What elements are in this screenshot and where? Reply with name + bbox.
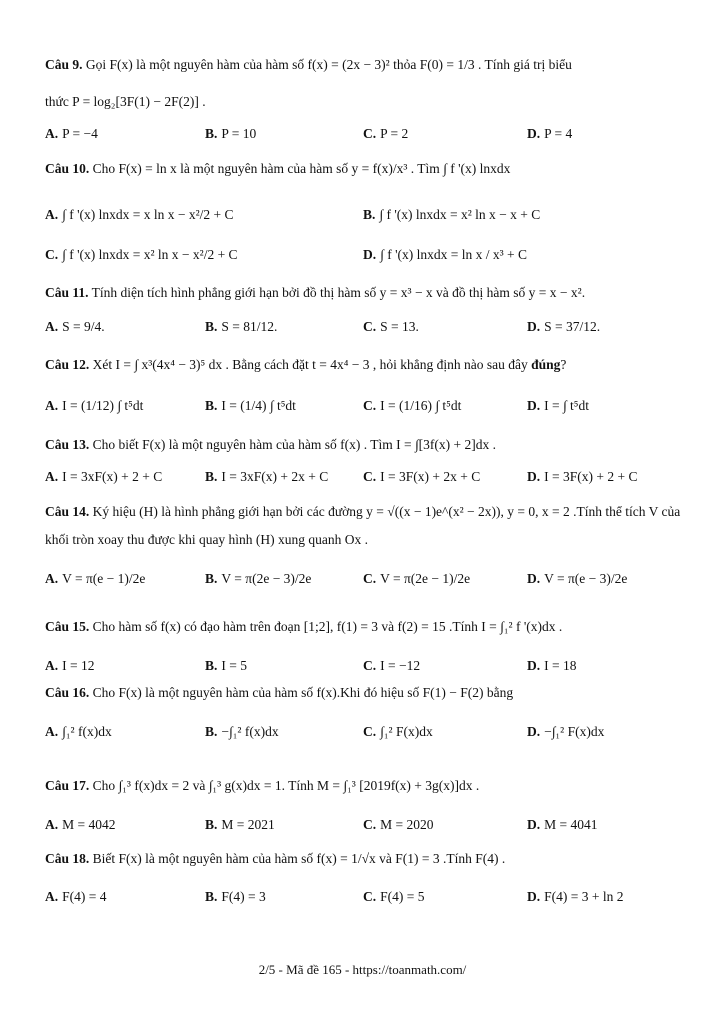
option-a[interactable]: A. I = 12 bbox=[45, 658, 95, 673]
emphasis-text: đúng bbox=[531, 357, 561, 372]
question-text: Cho F(x) = ln x là một nguyên hàm của hàm số y = f(x)/x³ . Tìm ∫ f '(x) lnxdx bbox=[92, 161, 511, 176]
question-label: Câu 12. bbox=[45, 357, 90, 372]
question-15-options bbox=[45, 657, 695, 677]
question-13-options bbox=[45, 468, 695, 488]
question-label: Câu 17. bbox=[45, 778, 90, 793]
question-9-stem bbox=[45, 56, 695, 74]
option-a[interactable]: A. F(4) = 4 bbox=[45, 889, 107, 904]
question-12-options bbox=[45, 397, 695, 417]
option-b[interactable]: B. ∫ f '(x) lnxdx = x² ln x − x + C bbox=[363, 207, 541, 222]
option-c[interactable]: C. S = 13. bbox=[363, 319, 419, 334]
question-text: Ký hiệu (H) là hình phẳng giới hạn bởi các đường y = √((x − 1)e^(x² − 2x)), y = 0, x = 2 .Tính thể tích V của bbox=[92, 504, 681, 519]
question-13-stem bbox=[45, 436, 695, 454]
question-text: Cho hàm số f(x) có đạo hàm trên đoạn [1;2], f(1) = 3 và f(2) = 15 .Tính I = ∫₁² f '(x)dx . bbox=[92, 619, 563, 634]
option-a[interactable]: A. ∫₁² f(x)dx bbox=[45, 724, 112, 739]
option-b[interactable]: B. F(4) = 3 bbox=[205, 889, 266, 904]
option-a[interactable]: A. V = π(e − 1)/2e bbox=[45, 571, 146, 586]
option-a[interactable]: A. P = −4 bbox=[45, 126, 98, 141]
question-12-stem: Câu 12. Xét I = ∫ x³(4x⁴ − 3)⁵ dx . Bằng cách đặt t = 4x⁴ − 3 , hỏi khẳng định nào sau đây đúng? bbox=[45, 357, 567, 372]
option-b[interactable]: B. I = (1/4) ∫ t⁵dt bbox=[205, 398, 296, 413]
option-a[interactable]: A. I = (1/12) ∫ t⁵dt bbox=[45, 398, 144, 413]
question-16-options bbox=[45, 723, 695, 743]
question-17-options bbox=[45, 816, 695, 836]
option-b[interactable]: B. M = 2021 bbox=[205, 817, 275, 832]
option-d[interactable]: D. I = ∫ t⁵dt bbox=[527, 398, 590, 413]
option-d[interactable]: D. F(4) = 3 + ln 2 bbox=[527, 889, 624, 904]
option-b[interactable]: B. −∫₁² f(x)dx bbox=[205, 724, 279, 739]
question-label: Câu 14. bbox=[45, 504, 90, 519]
question-label: Câu 15. bbox=[45, 619, 90, 634]
question-label: Câu 18. bbox=[45, 851, 90, 866]
option-b[interactable]: B. I = 3xF(x) + 2x + C bbox=[205, 469, 329, 484]
option-c[interactable]: C. I = −12 bbox=[363, 658, 421, 673]
option-b[interactable]: B. I = 5 bbox=[205, 658, 247, 673]
option-c[interactable]: C. I = (1/16) ∫ t⁵dt bbox=[363, 398, 462, 413]
question-label: Câu 9. bbox=[45, 57, 83, 72]
option-c[interactable]: C. P = 2 bbox=[363, 126, 409, 141]
question-9-stem-2 bbox=[45, 93, 695, 111]
option-c[interactable]: C. ∫₁² F(x)dx bbox=[363, 724, 433, 739]
option-d[interactable]: D. −∫₁² F(x)dx bbox=[527, 724, 605, 739]
question-label: Câu 10. bbox=[45, 161, 90, 176]
option-c[interactable]: C. F(4) = 5 bbox=[363, 889, 425, 904]
option-a[interactable]: A. M = 4042 bbox=[45, 817, 116, 832]
question-text: Gọi F(x) là một nguyên hàm của hàm số f(x) = (2x − 3)² thỏa F(0) = 1/3 . Tính giá trị biểu bbox=[85, 57, 572, 72]
question-label: Câu 11. bbox=[45, 285, 89, 300]
question-14-stem-2 bbox=[45, 531, 695, 549]
option-b[interactable]: B. P = 10 bbox=[205, 126, 257, 141]
question-18-stem bbox=[45, 850, 695, 868]
question-text: Cho biết F(x) là một nguyên hàm của hàm số f(x) . Tìm I = ∫[3f(x) + 2]dx . bbox=[92, 437, 496, 452]
question-14-stem bbox=[45, 503, 695, 521]
option-b[interactable]: B. V = π(2e − 3)/2e bbox=[205, 571, 312, 586]
option-b[interactable]: B. S = 81/12. bbox=[205, 319, 278, 334]
question-18-options bbox=[45, 888, 695, 908]
question-text: Cho F(x) là một nguyên hàm của hàm số f(x).Khi đó hiệu số F(1) − F(2) bằng bbox=[92, 685, 514, 700]
question-11-stem bbox=[45, 284, 695, 302]
question-label: Câu 16. bbox=[45, 685, 90, 700]
question-text: thức P = log₂[3F(1) − 2F(2)] . bbox=[45, 94, 206, 109]
option-c[interactable]: C. ∫ f '(x) lnxdx = x² ln x − x²/2 + C bbox=[45, 247, 238, 262]
question-text: Tính diện tích hình phẳng giới hạn bởi đồ thị hàm số y = x³ − x và đồ thị hàm số y = x − x². bbox=[91, 285, 586, 300]
option-c[interactable]: C. M = 2020 bbox=[363, 817, 434, 832]
question-17-stem bbox=[45, 777, 695, 795]
question-label: Câu 13. bbox=[45, 437, 90, 452]
option-d[interactable]: D. I = 3F(x) + 2 + C bbox=[527, 469, 638, 484]
option-d[interactable]: D. I = 18 bbox=[527, 658, 577, 673]
question-10-options-row-2 bbox=[45, 246, 695, 266]
question-15-stem bbox=[45, 618, 695, 636]
option-d[interactable]: D. S = 37/12. bbox=[527, 319, 601, 334]
question-text: Biết F(x) là một nguyên hàm của hàm số f(x) = 1/√x và F(1) = 3 .Tính F(4) . bbox=[92, 851, 506, 866]
question-9-options bbox=[45, 125, 695, 145]
option-d[interactable]: D. ∫ f '(x) lnxdx = ln x / x³ + C bbox=[363, 247, 528, 262]
question-text: Xét I = ∫ x³(4x⁴ − 3)⁵ dx . Bằng cách đặt t = 4x⁴ − 3 , hỏi khẳng định nào sau đây bbox=[92, 357, 528, 372]
option-a[interactable]: A. I = 3xF(x) + 2 + C bbox=[45, 469, 163, 484]
question-16-stem bbox=[45, 684, 695, 702]
question-11-options bbox=[45, 318, 695, 338]
option-d[interactable]: D. V = π(e − 3)/2e bbox=[527, 571, 628, 586]
page-footer: 2/5 - Mã đề 165 - https://toanmath.com/ bbox=[258, 962, 467, 977]
question-10-stem bbox=[45, 160, 695, 178]
question-14-options bbox=[45, 570, 695, 590]
question-text: khối tròn xoay thu được khi quay hình (H) xung quanh Ox . bbox=[45, 532, 369, 547]
option-a[interactable]: A. ∫ f '(x) lnxdx = x ln x − x²/2 + C bbox=[45, 207, 234, 222]
question-text: Cho ∫₁³ f(x)dx = 2 và ∫₁³ g(x)dx = 1. Tính M = ∫₁³ [2019f(x) + 3g(x)]dx . bbox=[92, 778, 480, 793]
option-c[interactable]: C. V = π(2e − 1)/2e bbox=[363, 571, 471, 586]
option-a[interactable]: A. S = 9/4. bbox=[45, 319, 105, 334]
option-d[interactable]: D. P = 4 bbox=[527, 126, 573, 141]
option-d[interactable]: D. M = 4041 bbox=[527, 817, 598, 832]
option-c[interactable]: C. I = 3F(x) + 2x + C bbox=[363, 469, 481, 484]
question-10-options-row-1 bbox=[45, 206, 695, 226]
